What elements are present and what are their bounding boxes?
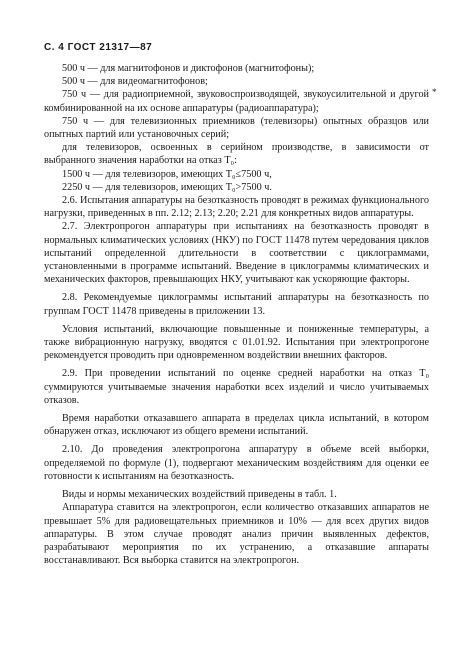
margin-mark: *	[432, 87, 437, 97]
paragraph: 2.8. Рекомендуемые циклограммы испытаний аппаратуры на безотказность по группам ГОСТ 11478 приведены в приложении 13.	[44, 292, 429, 317]
paragraph: 750 ч — для телевизионных приемников (телевизоры) опытных образцов или опытных партий или установочных серий;	[44, 115, 429, 141]
paragraph: 500 ч — для видеомагнитофонов;	[62, 76, 208, 88]
document-body	[44, 62, 429, 567]
paragraph: 2.7. Электропрогон аппаратуры при испытаниях на безотказность проводят в нормальных климатических условиях (НКУ) по ГОСТ 11478 путем чередования циклов испытаний определенной длительности в соответствии с циклограммами, установленными в программе испытаний. Введение в циклограммы климатических и механических факторов, превышающих НКУ, учитывают как ускоряющие факторы.	[44, 221, 429, 286]
paragraph: Условия испытаний, включающие повышенные и пониженные температуры, а также вибрационную нагрузку, вводятся с 01.01.92. Испытания при электропрогоне рекомендуется проводить при одновременном воздействии внешних факторов.	[44, 323, 429, 362]
page-header: С. 4 ГОСТ 21317—87	[44, 42, 153, 53]
paragraph: для телевизоров, освоенных в серийном производстве, в зависимости от выбранного значения наработки на отказ Т₀:	[44, 142, 429, 167]
paragraph: 750 ч — для радиоприемной, звуковоспроизводящей, звукоусилительной и другой комбинированной на их основе аппаратуры (радиоаппаратура);	[44, 89, 429, 114]
paragraph: 2.9. При проведении испытаний по оценке средней наработки на отказ Т₀ суммируются учитываемые значения наработки всех изделий и число учитываемых отказов.	[44, 368, 429, 406]
paragraph: Время наработки отказавшего аппарата в пределах цикла испытаний, в котором обнаружен отказ, исключают из общего времени испытаний.	[44, 413, 429, 438]
paragraph: 500 ч — для магнитофонов и диктофонов (магнитофоны);	[62, 63, 315, 74]
paragraph: Виды и нормы механических воздействий приведены в табл. 1.	[62, 489, 337, 501]
paragraph: 2.6. Испытания аппаратуры на безотказность проводят в режимах функционального нагрузки, приведенных в пп. 2.12; 2.13; 2.20; 2.21 для конкретных видов аппаратуры.	[44, 195, 429, 220]
paragraph: 1500 ч — для телевизоров, имеющих Т₀≤7500 ч,	[62, 168, 272, 180]
paragraph: Аппаратура ставится на электропрогон, если количество отказавших аппаратов не превышает 5% для радиовещательных приемников и 10% — для всех других видов аппаратуры. В этом случае проводят анализ причин выявленных дефектов, разрабатывают мероприятия по их устранению, а отказавшие аппараты восстанавливают. Вся выборка ставится на электропрогон.	[44, 502, 429, 567]
paragraph: 2250 ч — для телевизоров, имеющих Т₀>7500 ч.	[62, 181, 272, 193]
paragraph: 2.10. До проведения электропрогона аппаратуру в объеме всей выборки, определяемой по формуле (1), подвергают механическим воздействиям для оценки ее готовности к испытаниям на безотказность.	[44, 444, 429, 482]
